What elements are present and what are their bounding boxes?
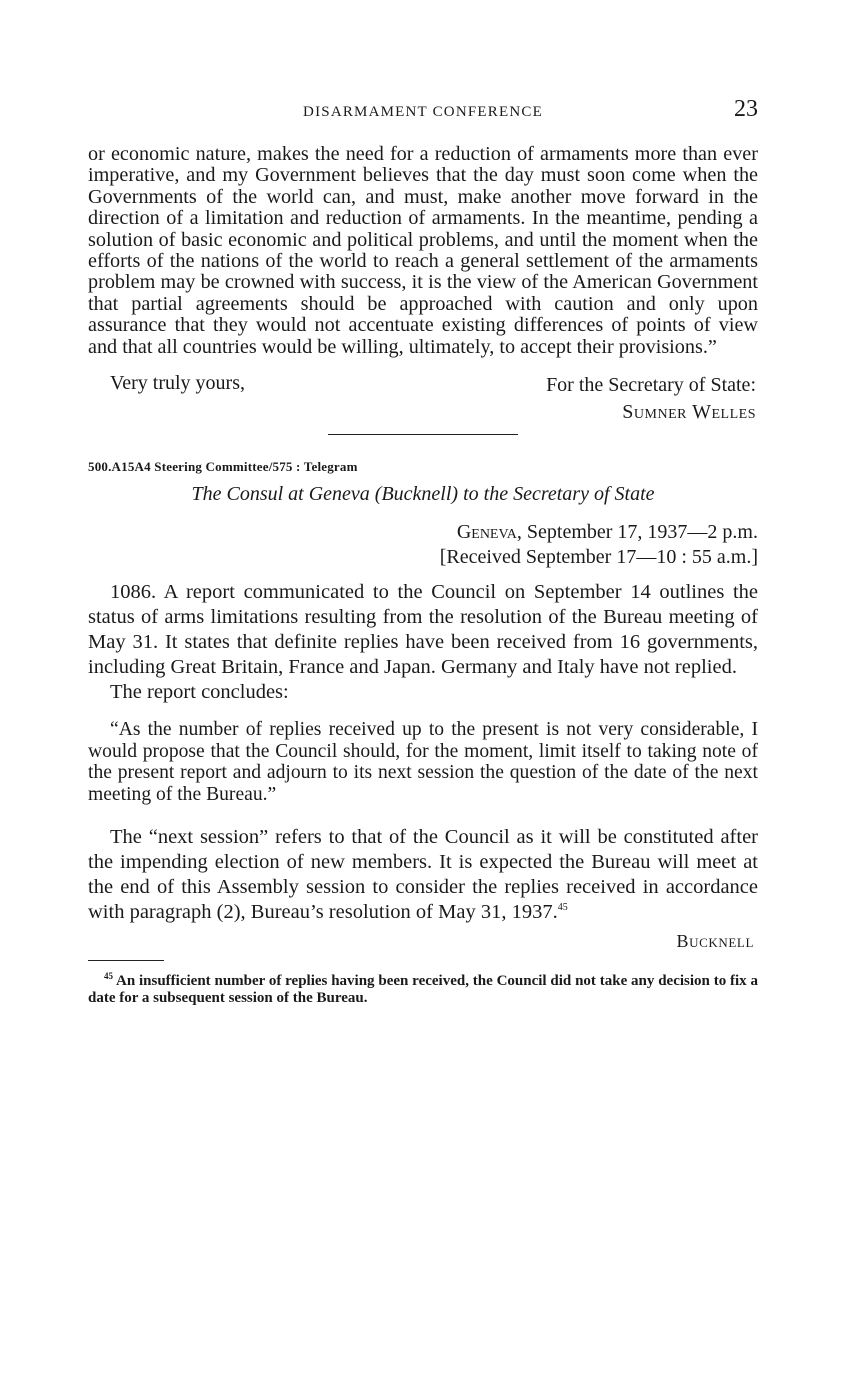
footnote-marker: 45 xyxy=(104,970,113,981)
section-divider xyxy=(328,434,518,435)
dateline-sent xyxy=(88,520,758,545)
telegram-signoff: Bucknell xyxy=(676,930,754,951)
document-title: The Consul at Geneva (Bucknell) to the Secretary of State xyxy=(191,483,655,506)
dateline xyxy=(88,520,758,570)
page-number: 23 xyxy=(734,96,758,122)
report-quote: “As the number of replies received up to the present is not very considerable, I would propose that the Council should, for the moment, limit itself to taking note of the present report and adjourn to its next session the question of the date of the next meeting of the Bureau.” xyxy=(88,719,758,805)
dateline-date: , September 17, 1937—2 p.m. xyxy=(516,521,758,544)
letter-closing xyxy=(88,372,758,426)
telegram-paragraph-3 xyxy=(88,825,758,925)
document-page xyxy=(88,96,758,1022)
telegram-paragraph-2: The report concludes: xyxy=(110,681,289,704)
running-header xyxy=(88,96,758,130)
footnote-divider xyxy=(88,960,164,961)
complimentary-close: Very truly yours, xyxy=(110,372,245,395)
running-title: DISARMAMENT CONFERENCE xyxy=(303,104,543,120)
footnote-text: An insufficient number of replies having been received, the Council did not take any decision to fix a date for a subsequent session of the Bureau. xyxy=(88,972,758,1006)
letter-quote-continuation: or economic nature, makes the need for a reduction of armaments more than ever imperative, and my Government believes that the day must soon come when the Governments of the world can, and must, make another move forward in the direction of a limitation and reduction of armaments. In the meantime, pending a solution of basic economic and political problems, and until the moment when the efforts of the nations of the world to reach a general settlement of the armaments problem may be crowned with success, it is the view of the American Government that partial agreements should be approached with caution and only upon assurance that they would not accentuate existing differences of points of view and that all countries would be willing, ultimately, to accept their provisions.” xyxy=(88,143,758,358)
file-reference: 500.A15A4 Steering Committee/575 : Telegram xyxy=(88,459,358,475)
footnote xyxy=(88,970,758,1007)
dateline-received: [Received September 17—10 : 55 a.m.] xyxy=(439,546,758,569)
paragraph-3-text: The “next session” refers to that of the Council as it will be constituted after the impending election of new members. It is expected the Bureau will meet at the end of this Assembly session to consider the replies received in accordance with paragraph (2), Bureau’s resolution of May 31, 1937. xyxy=(88,825,758,923)
dateline-place: Geneva xyxy=(456,521,517,544)
signer-name: Sumner Welles xyxy=(622,401,756,424)
telegram-paragraph-1: 1086. A report communicated to the Council on September 14 outlines the status of arms limitations resulting from the resolution of the Bureau meeting of May 31. It states that definite replies have been received from 16 governments, including Great Britain, France and Japan. Germany and Italy have not replied. xyxy=(88,581,758,679)
signature-block xyxy=(546,372,756,426)
signer-role: For the Secretary of State: xyxy=(546,374,756,397)
footnote-reference: 45 xyxy=(557,901,568,913)
